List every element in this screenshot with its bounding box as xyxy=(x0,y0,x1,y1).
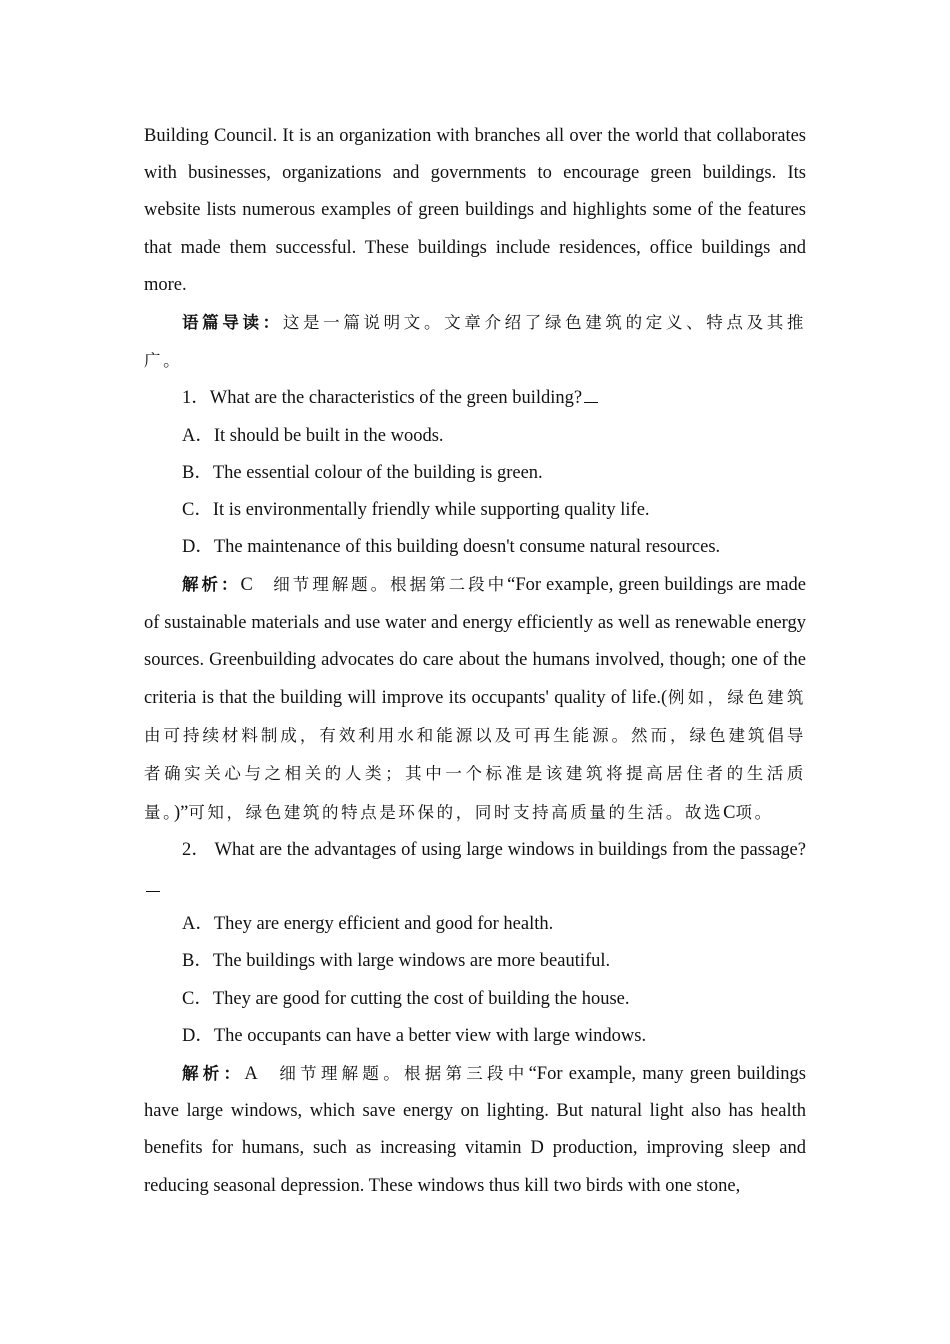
analysis-type: 细节理解题。根据第三段中 xyxy=(277,1064,529,1084)
question-1-option-d: D．The maintenance of this building doesn't consume natural resources. xyxy=(182,537,721,558)
analysis-label: 解析： xyxy=(182,575,241,595)
question-1-stem xyxy=(144,380,806,417)
question-1-analysis xyxy=(144,566,806,831)
analysis-type: 细节理解题。根据第二段中 xyxy=(272,575,508,595)
question-2-option-b: B．The buildings with large windows are more beautiful. xyxy=(182,951,611,972)
question-2-option-d: D．The occupants can have a better view with large windows. xyxy=(182,1025,647,1046)
analysis-quote-en: “For example, green buildings are made of sustainable materials and use water and energy efficiently as well as renewable energy sources. Greenbuilding advocates do care about the humans involved, though; one of the criteria is that the building will improve its occupants' quality of life.( xyxy=(144,575,807,709)
analysis-choice-suffix: 项。 xyxy=(735,802,774,822)
question-2-option-c: C．They are good for cutting the cost of building the house. xyxy=(182,988,630,1009)
analysis-answer: A xyxy=(244,1064,258,1085)
question-1-option-a: A．It should be built in the woods. xyxy=(182,425,444,446)
question-2-analysis xyxy=(144,1055,806,1205)
answer-blank xyxy=(584,386,598,403)
analysis-quote-cn: 例如，绿色建筑由可持续材料制成，有效利用水和能源以及可再生能源。然而，绿色建筑倡导者确实关心与之相关的人类；其中一个标准是该建筑将提高居住者的生活质量。 xyxy=(144,688,807,822)
answer-blank xyxy=(146,875,160,892)
analysis-answer: C xyxy=(240,575,253,596)
analysis-quote-close: )” xyxy=(173,802,189,823)
passage-paragraph: Building Council. It is an organization with branches all over the world that collaborates with businesses, organizations and governments to encourage green buildings. Its website lists numerous examples of green buildings and highlights some of the features that made them successful. These buildings include residences, office buildings and more. xyxy=(144,126,806,295)
reading-guide-label: 语篇导读： xyxy=(182,313,283,333)
question-2-option-a: A．They are energy efficient and good for health. xyxy=(182,914,554,935)
analysis-label: 解析： xyxy=(182,1064,245,1084)
analysis-quote-en: “For example, many green buildings have large windows, which save energy on lighting. But natural light also has health benefits for humans, such as increasing vitamin D production, improving sleep and reducing seasonal depression. These windows thus kill two birds with one stone, xyxy=(144,1064,806,1196)
question-1-text: 1．What are the characteristics of the green building? xyxy=(182,388,583,409)
reading-guide-text: 这是一篇说明文。文章介绍了绿色建筑的定义、特点及其推广。 xyxy=(144,313,807,371)
question-2-stem xyxy=(144,832,806,906)
reading-guide xyxy=(144,304,806,380)
question-1-option-c: C．It is environmentally friendly while supporting quality life. xyxy=(182,500,650,521)
analysis-choice: C xyxy=(723,802,736,823)
document-page xyxy=(144,118,806,1205)
question-1-option-b: B．The essential colour of the building is green. xyxy=(182,462,543,483)
question-2-text: 2． What are the advantages of using large windows in buildings from the passage? xyxy=(182,839,806,860)
analysis-conclusion: 可知，绿色建筑的特点是环保的，同时支持高质量的生活。故选 xyxy=(188,802,724,822)
